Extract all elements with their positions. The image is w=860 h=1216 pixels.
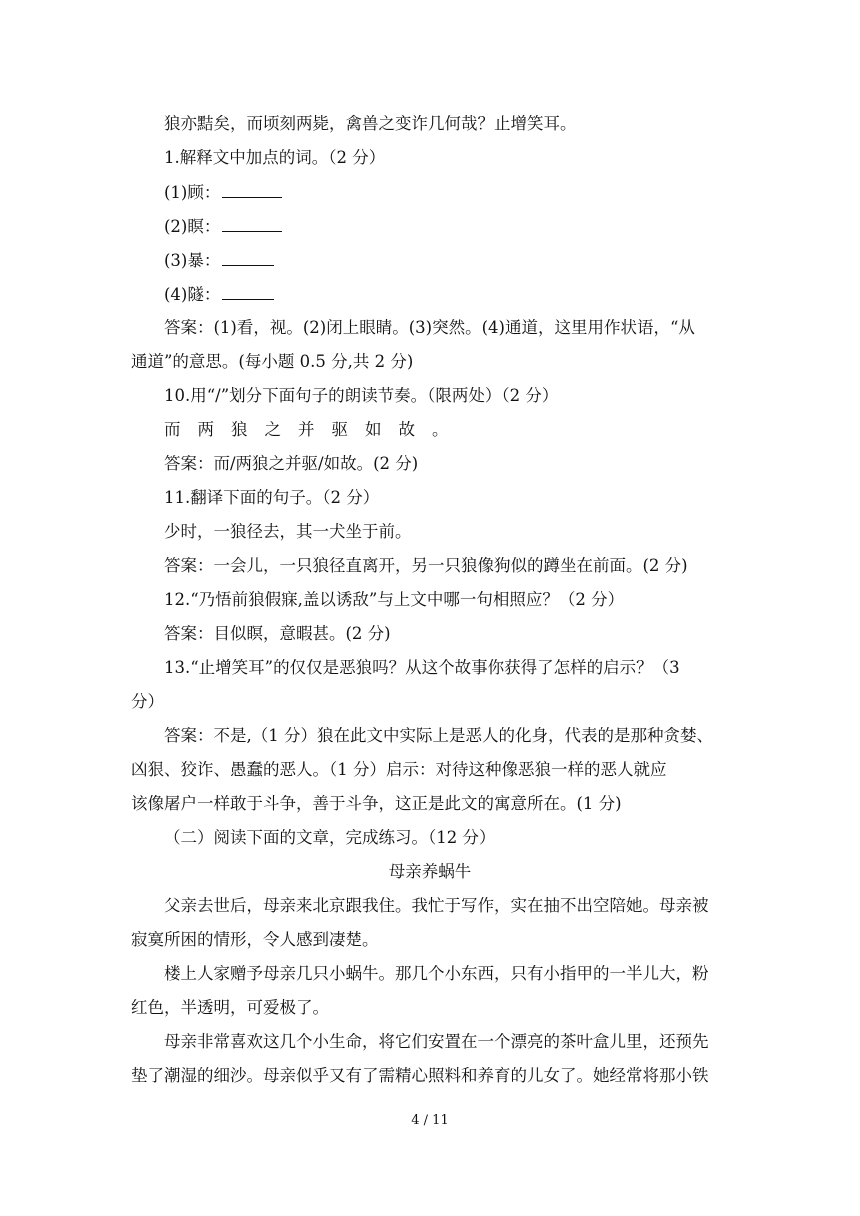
answer-blank xyxy=(222,181,282,198)
paragraph-line: 寂寞所困的情形，令人感到凄楚。 xyxy=(131,930,379,949)
answer-line: 答案：目似瞑，意暇甚。(2 分) xyxy=(164,624,391,643)
article-title: 母亲养蜗牛 xyxy=(388,862,472,881)
sentence-line: 而两狼之并驱如故。 xyxy=(164,420,466,439)
answer-line: 答案：一会儿，一只狼径直离开，另一只狼像狗似的蹲坐在前面。(2 分) xyxy=(164,556,688,575)
answer-blank xyxy=(222,283,274,300)
question-13: 13.“止增笑耳”的仅仅是恶狼吗？从这个故事你获得了怎样的启示？（3 xyxy=(164,658,680,677)
sub-item-2: (2)瞑： xyxy=(164,215,860,238)
answer-line: 答案：(1)看，视。(2)闭上眼睛。(3)突然。(4)通道，这里用作状语，“从 xyxy=(164,318,695,337)
answer-line: 该像屠户一样敢于斗争，善于斗争，这正是此文的寓意所在。(1 分) xyxy=(131,794,622,813)
section-heading: （二）阅读下面的文章，完成练习。（12 分） xyxy=(164,828,496,847)
paragraph-line: 楼上人家赠予母亲几只小蜗牛。那几个小东西，只有小指甲的一半儿大，粉 xyxy=(164,964,709,983)
answer-line: 通道”的意思。(每小题 0.5 分,共 2 分) xyxy=(131,352,414,371)
question-12: 12.“乃悟前狼假寐,盖以诱敌”与上文中哪一句相照应？（2 分） xyxy=(164,590,625,609)
text-line: 狼亦黠矣，而顷刻两毙，禽兽之变诈几何哉？止增笑耳。 xyxy=(164,114,577,133)
answer-line: 答案：不是,（1 分）狼在此文中实际上是恶人的化身，代表的是那种贪婪、 xyxy=(164,726,713,745)
sub-item-3: (3)暴： xyxy=(164,249,860,272)
question-10: 10.用“/”划分下面句子的朗读节奏。（限两处）（2 分） xyxy=(164,386,559,405)
question-13-cont: 分） xyxy=(131,692,164,711)
paragraph-line: 父亲去世后，母亲来北京跟我住。我忙于写作，实在抽不出空陪她。母亲被 xyxy=(164,896,709,915)
answer-line: 答案：而/两狼之并驱/如故。(2 分) xyxy=(164,454,419,473)
answer-line: 凶狠、狡诈、愚蠢的恶人。（1 分）启示：对待这种像恶狼一样的恶人就应 xyxy=(131,760,667,779)
page-number: 4 / 11 xyxy=(411,1113,449,1128)
question-11: 11.翻译下面的句子。（2 分） xyxy=(164,488,380,507)
sub-item-4: (4)隧： xyxy=(164,283,860,306)
paragraph-line: 垫了潮湿的细沙。母亲似乎又有了需精心照料和养育的儿女了。她经常将那小铁 xyxy=(131,1066,709,1085)
paragraph-line: 红色，半透明，可爱极了。 xyxy=(131,998,329,1017)
paragraph-line: 母亲非常喜欢这几个小生命，将它们安置在一个漂亮的茶叶盒儿里，还预先 xyxy=(164,1032,709,1051)
sub-item-1: (1)顾： xyxy=(164,181,860,204)
sentence-line: 少时，一狼径去，其一犬坐于前。 xyxy=(164,522,412,541)
answer-blank xyxy=(222,215,282,232)
question-1: 1.解释文中加点的词。（2 分） xyxy=(164,148,386,167)
answer-blank xyxy=(222,249,274,266)
